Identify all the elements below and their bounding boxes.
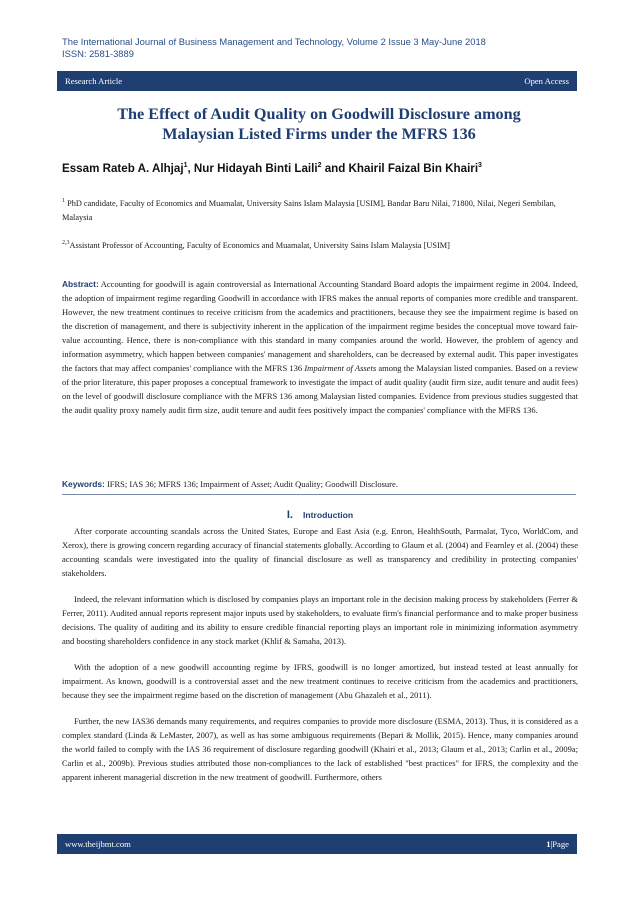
author-2-mark: 2: [317, 162, 322, 170]
keywords: [62, 478, 578, 490]
abstract-text-1: Accounting for goodwill is again controversial as International Accounting Standard Board adopts the impairment regime in 2004. Indeed, the adoption of impairment regime regarding Goodwill in accordance with IFRS makes the annual reports of companies more credible and transparent. However, the new treatment continues to receive criticism from the academics and practitioners, because they see the impairment regime is based on the discretion of management, and there is subjectivity inherent in the application of the impairment regime besides the conceptual move toward fair-value accounting. Hence, there is non-compliance with this standard in many companies around the world. However, the problem of agency and information asymmetry, which happen between companies' management and shareholders, can be decreased by external audit. This paper investigates the factors that may affect companies' compliance with the MFRS 136: [62, 279, 578, 373]
abstract-text-2: among the Malaysian listed companies. Based on a review of the prior literature, this paper proposes a conceptual framework to investigate the impact of audit quality (audit firm size, audit tenure and audit fees) on the level of goodwill disclosure compliance with the MFRS 136 among Malaysian listed companies. Evidence from previous studies suggested that the audit quality proxy namely audit firm size, audit tenure and audit fees positively impact the companies' compliance with the MFRS 136.: [62, 363, 578, 415]
author-1: Essam Rateb A. Alhjaj: [62, 162, 184, 175]
body-text: [62, 524, 578, 796]
author-2: , Nur Hidayah Binti Laili: [187, 162, 318, 175]
article-type-label: Research Article: [65, 76, 123, 86]
affiliation-2-mark: 2,3: [62, 240, 70, 246]
affiliation-2-text: Assistant Professor of Accounting, Faculty of Economics and Muamalat, University Sains Islam Malaysia [USIM]: [69, 240, 450, 250]
affiliation-2: [62, 236, 578, 253]
author-3-mark: 3: [478, 162, 482, 170]
author-list: [62, 162, 582, 175]
author-1-mark: 1: [183, 162, 188, 170]
footer-bar: [57, 834, 577, 854]
open-access-label: Open Access: [524, 76, 569, 86]
journal-title: The International Journal of Business Management and Technology, Volume 2 Issue 3 May-June 2018: [62, 36, 486, 47]
affiliation-1-text: PhD candidate, Faculty of Economics and Muamalat, University Sains Islam Malaysia [USIM], Bandar Baru Nilai, 71800, Nilai, Negeri Sembilan, Malaysia: [62, 198, 556, 222]
affiliation-1: [62, 194, 578, 225]
author-3: and Khairil Faizal Bin Khairi: [321, 162, 479, 175]
paper-title-line-2: Malaysian Listed Firms under the MFRS 136: [162, 125, 476, 143]
section-title: Introduction: [303, 510, 354, 520]
affiliation-1-mark: 1: [62, 198, 65, 204]
section-divider: [62, 494, 576, 495]
paragraph: Further, the new IAS36 demands many requirements, and requires companies to provide more disclosure (ESMA, 2013). Thus, it is considered as a complex standard (Linda & LeMaster, 2007), as well as has some ambiguous requirements (Bepari & Mollik, 2015). Hence, many companies around the world failed to comply with the IAS 36 requirement of disclosure regarding goodwill (Khairi et al., 2013; Glaum et al., 2013; Carlin et al., 2009a; Carlin et al., 2009b). Previous studies attributed those non-compliances to the lack of established "best practices" for IFRS, the complexity and the apparent inherent managerial discretion in the new treatment of goodwill. Furthermore, others: [62, 716, 578, 782]
section-number: I.: [286, 509, 293, 521]
paragraph: With the adoption of a new goodwill accounting regime by IFRS, goodwill is no longer amortized, but instead tested at least annually for impairment. As known, goodwill is a controversial asset and the new treatment continues to receive criticism from the academics and practitioners, because they see the impairment regime based on the discretion of management (Abu Ghazaleh et al., 2011).: [62, 662, 578, 700]
keywords-text: IFRS; IAS 36; MFRS 136; Impairment of Asset; Audit Quality; Goodwill Disclosure.: [104, 479, 398, 489]
paper-title-line-1: The Effect of Audit Quality on Goodwill Disclosure among: [117, 105, 521, 123]
keywords-label: Keywords:: [62, 479, 105, 489]
abstract: [62, 277, 578, 417]
article-type-bar: [57, 71, 577, 91]
paragraph: Indeed, the relevant information which is disclosed by companies plays an important role in the decision making process by stakeholders (Ferrer & Ferrer, 2011). Audited annual reports represent major inputs used by stakeholders, to evaluate firm's financial performance and to make proper business decisions. The quality of auditing and its ability to ensure credible financial reporting plays an important role in minimizing information asymmetry and boosting shareholders confidence in any stock market (Khlif & Samaha, 2013).: [62, 594, 578, 646]
page-number-value: 1: [546, 839, 551, 849]
paragraph: After corporate accounting scandals across the United States, Europe and East Asia (e.g. Enron, HealthSouth, Parmalat, Tyco, WorldCom, and Xerox), there is growing concern regarding accuracy of financial statements globally. According to Glaum et al. (2004) and Fearnley et al. (2004) these accounting scandals were investigated into the quality of financial disclosure as well as transparency and credibility in protecting companies' stakeholders.: [62, 526, 578, 578]
journal-header: [62, 36, 582, 60]
footer-website[interactable]: www.theijbmt.com: [65, 839, 131, 849]
page-number: [546, 839, 569, 849]
abstract-italic: Impairment of Assets: [304, 363, 377, 373]
page-number-label: |Page: [550, 839, 569, 849]
journal-issn: ISSN: 2581-3889: [62, 48, 134, 59]
paper-title: [60, 104, 578, 144]
section-heading: [62, 509, 578, 521]
abstract-label: Abstract:: [62, 279, 99, 289]
